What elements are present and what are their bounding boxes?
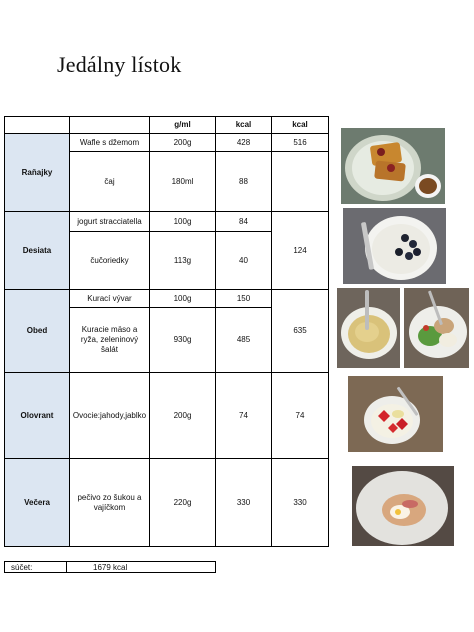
table-row — [5, 290, 329, 308]
sum-label: súčet: — [5, 562, 67, 572]
food-kcal: 40 — [216, 232, 272, 290]
food-kcal: 74 — [216, 373, 272, 459]
food-kcal: 485 — [216, 308, 272, 373]
photo-waffles — [341, 128, 445, 204]
meal-total: 330 — [272, 459, 329, 547]
meal-name: Olovrant — [5, 373, 70, 459]
photo-fruit — [348, 376, 443, 452]
table-row — [5, 373, 329, 459]
photo-yogurt — [343, 208, 446, 284]
meal-total: 124 — [272, 212, 329, 290]
header-amount: g/ml — [150, 117, 216, 134]
food-amount: 200g — [150, 373, 216, 459]
food-kcal: 150 — [216, 290, 272, 308]
food-amount: 200g — [150, 134, 216, 152]
sum-value: 1679 kcal — [93, 562, 128, 572]
table-row — [5, 212, 329, 232]
table-header-row — [5, 117, 329, 134]
menu-table — [4, 116, 329, 547]
food-kcal: 330 — [216, 459, 272, 547]
food-name: čučoriedky — [70, 232, 150, 290]
sum-row — [4, 561, 216, 573]
food-kcal: 428 — [216, 134, 272, 152]
photo-chicken-rice — [404, 288, 469, 368]
food-amount: 100g — [150, 290, 216, 308]
food-amount: 930g — [150, 308, 216, 373]
meal-name: Večera — [5, 459, 70, 547]
table-row — [5, 459, 329, 547]
photo-bread-egg — [352, 466, 454, 546]
meal-total: 516 — [272, 134, 329, 152]
page-title: Jedálny lístok — [57, 52, 182, 77]
food-name: Kurací vývar — [70, 290, 150, 308]
meal-total: 74 — [272, 373, 329, 459]
meal-name: Desiata — [5, 212, 70, 290]
photo-soup — [337, 288, 400, 368]
food-amount: 180ml — [150, 152, 216, 212]
food-amount: 220g — [150, 459, 216, 547]
header-kcal-total: kcal — [272, 117, 329, 134]
table-row — [5, 134, 329, 152]
food-name: Kuracie mäso a ryža, zeleninový šalát — [70, 308, 150, 373]
food-name: Wafle s džemom — [70, 134, 150, 152]
food-name: čaj — [70, 152, 150, 212]
food-kcal: 84 — [216, 212, 272, 232]
food-amount: 113g — [150, 232, 216, 290]
header-cell — [70, 117, 150, 134]
header-cell — [5, 117, 70, 134]
food-name: jogurt stracciatella — [70, 212, 150, 232]
food-name: Ovocie:jahody,jablko — [70, 373, 150, 459]
meal-name: Raňajky — [5, 134, 70, 212]
food-kcal: 88 — [216, 152, 272, 212]
food-name: pečivo zo šukou a vajíčkom — [70, 459, 150, 547]
meal-total: 635 — [272, 290, 329, 373]
empty-cell — [272, 152, 329, 212]
header-kcal: kcal — [216, 117, 272, 134]
meal-name: Obed — [5, 290, 70, 373]
food-amount: 100g — [150, 212, 216, 232]
